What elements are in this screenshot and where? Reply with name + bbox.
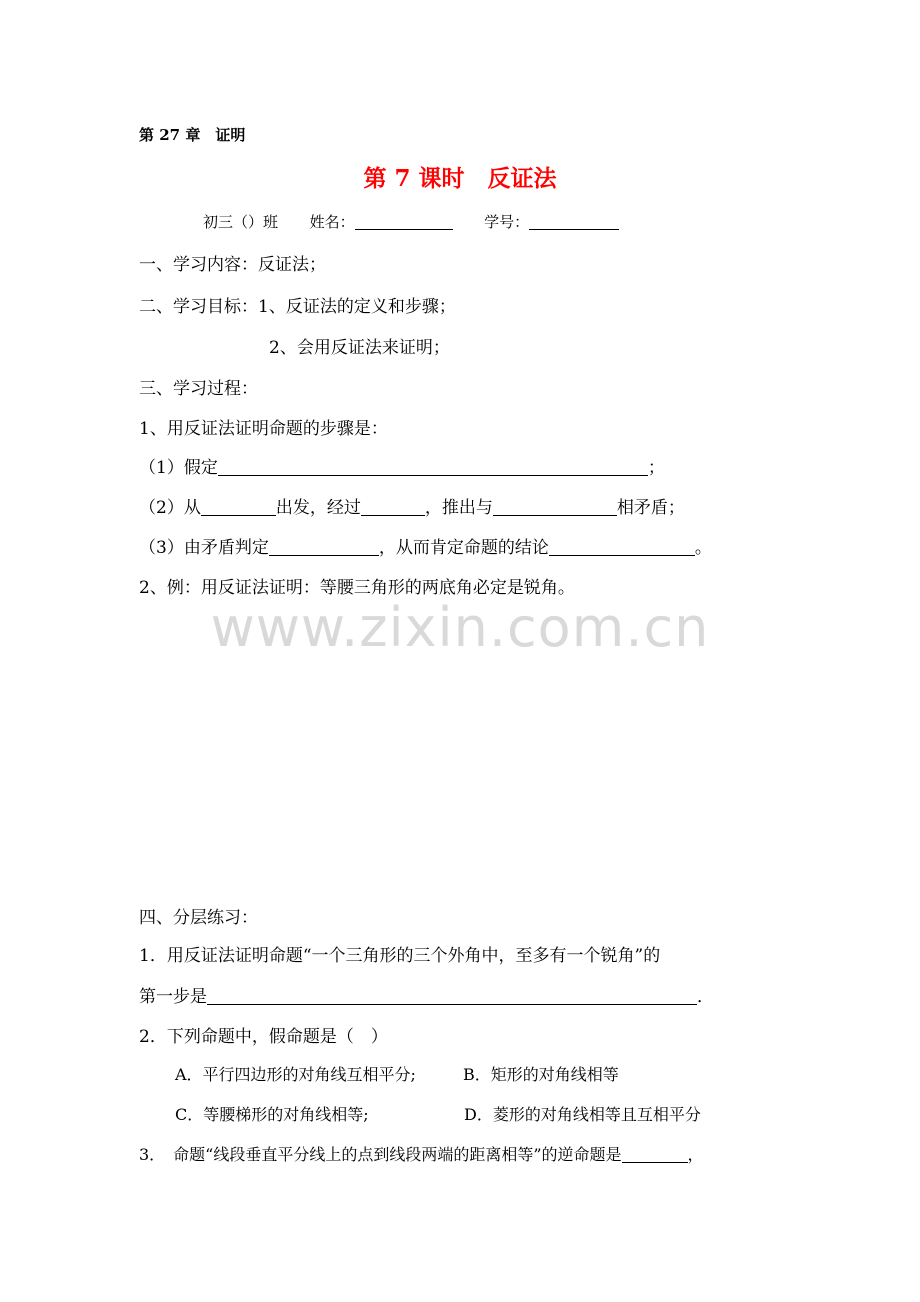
steps-title: 1、用反证法证明命题的步骤是： <box>139 419 388 439</box>
number-label: 学号： <box>484 213 530 231</box>
goals-line-2: 2、会用反证法来证明； <box>269 338 450 358</box>
step-2-blank-2[interactable] <box>361 497 425 516</box>
step-3 <box>139 533 712 558</box>
goals-line-1: 二、学习目标：1、反证法的定义和步骤； <box>139 297 456 317</box>
name-label: 姓名： <box>309 213 355 231</box>
question-3-blank[interactable] <box>622 1146 688 1163</box>
step-3-blank-2[interactable] <box>549 537 695 556</box>
watermark: www.zixin.com.cn <box>210 596 710 659</box>
step-1 <box>139 453 665 478</box>
step-3-text-c: 。 <box>694 538 712 558</box>
question-3-text: 3． 命题“线段垂直平分线上的点到线段两端的距离相等”的逆命题是 <box>139 1145 622 1164</box>
step-1-end: ； <box>647 458 665 478</box>
name-field[interactable] <box>355 213 453 230</box>
question-1-blank[interactable] <box>207 988 697 1005</box>
question-1-line-1: 1．用反证法证明命题“一个三角形的三个外角中，至多有一个锐角”的 <box>139 946 661 966</box>
step-2 <box>139 493 685 518</box>
lesson-title: 第 7 课时 反证法 <box>363 165 557 192</box>
chapter-heading: 第 27 章 证明 <box>139 126 246 144</box>
practice-heading: 四、分层练习： <box>139 908 258 928</box>
step-1-blank[interactable] <box>218 457 648 476</box>
question-1-prefix: 第一步是 <box>139 987 207 1007</box>
example-line: 2、例：用反证法证明：等腰三角形的两底角必定是锐角。 <box>139 578 575 598</box>
question-2: 2．下列命题中，假命题是（ ） <box>139 1027 388 1047</box>
option-b: B．矩形的对角线相等 <box>463 1065 619 1084</box>
step-2-blank-1[interactable] <box>201 497 276 516</box>
question-3 <box>139 1142 704 1165</box>
step-3-text-b: ，从而肯定命题的结论 <box>378 538 549 558</box>
step-2-text-d: 相矛盾； <box>616 498 685 518</box>
class-label: 初三（）班 <box>203 213 279 231</box>
number-field[interactable] <box>529 213 619 230</box>
question-1-end: ． <box>697 987 714 1007</box>
option-c: C．等腰梯形的对角线相等; <box>175 1105 369 1124</box>
question-1-line-2 <box>139 982 714 1007</box>
step-2-text-b: 出发，经过 <box>275 498 361 518</box>
option-a: A．平行四边形的对角线互相平分; <box>175 1065 416 1084</box>
process-heading: 三、学习过程： <box>139 379 258 399</box>
option-d: D．菱形的对角线相等且互相平分 <box>464 1105 701 1124</box>
step-3-blank-1[interactable] <box>269 537 379 556</box>
step-3-text-a: （3）由矛盾判定 <box>139 538 269 558</box>
step-2-text-c: ，推出与 <box>424 498 493 518</box>
step-1-text: （1）假定 <box>139 458 218 478</box>
question-3-end: ， <box>687 1145 704 1164</box>
student-info-line <box>203 211 619 232</box>
content-line: 一、学习内容：反证法； <box>139 255 326 275</box>
step-2-blank-3[interactable] <box>493 497 617 516</box>
step-2-text-a: （2）从 <box>139 498 201 518</box>
